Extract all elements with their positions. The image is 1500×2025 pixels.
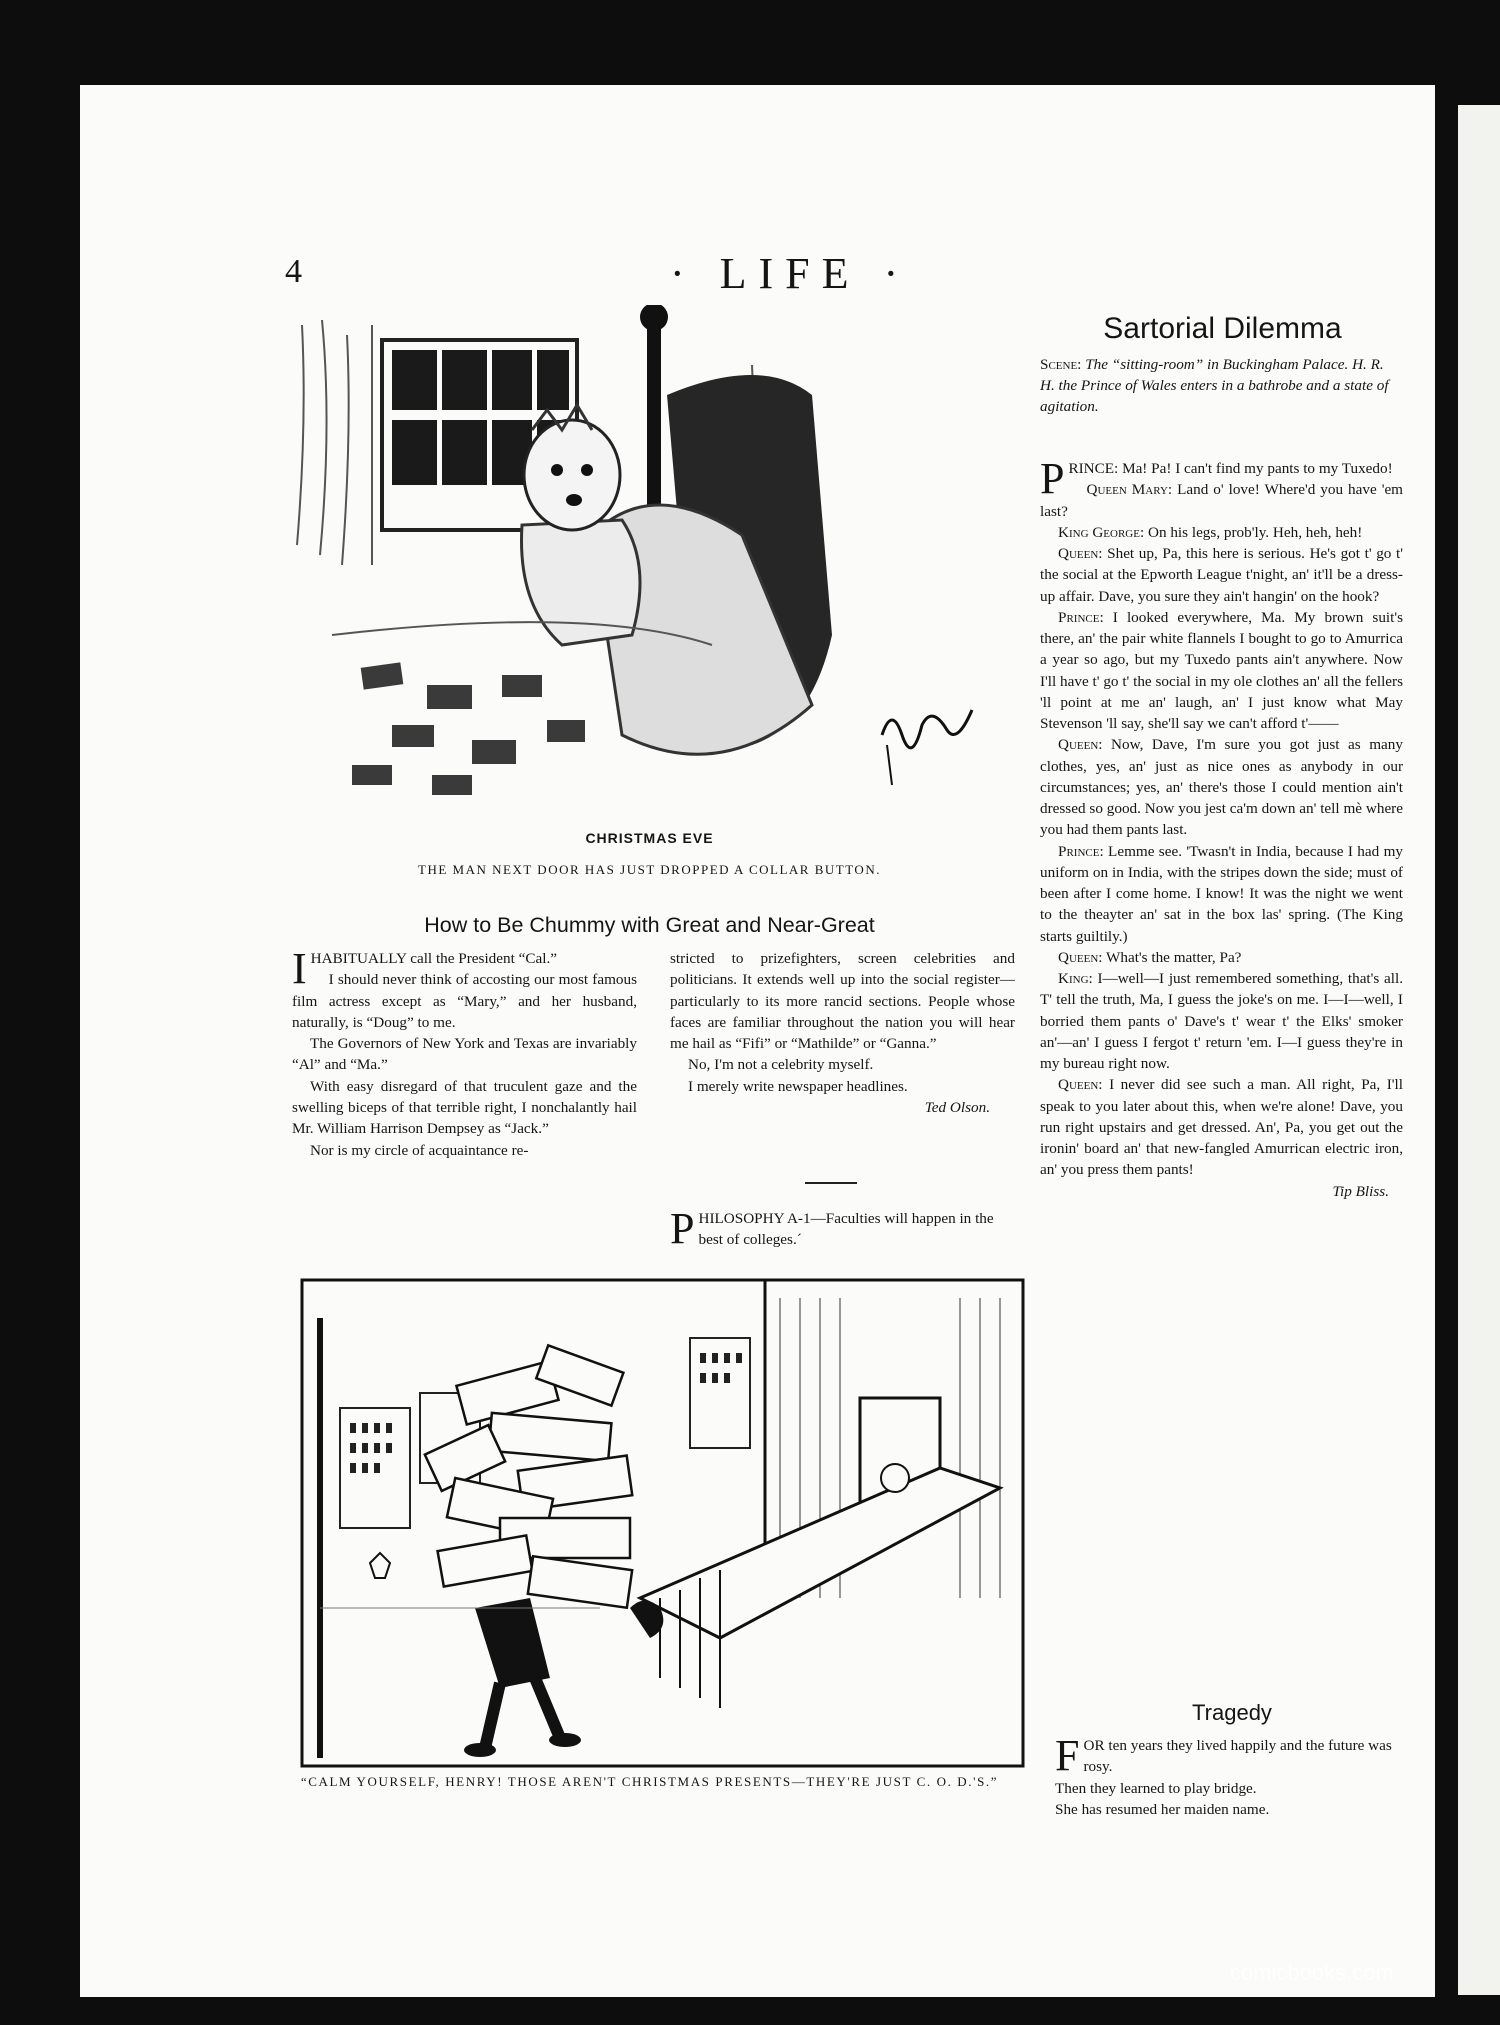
line-text: : On his legs, prob'ly. Heh, heh, heh! <box>1139 523 1363 541</box>
line-text: : I never did see such a man. All right, Pa, I'll speak to you later about this, when we're alone! Dave, you run right upstairs and get dressed. An', Pa, you get out the ironin' board an' that new-fangled Amurrican electric iron, an' you press them pants! <box>1040 1076 1403 1179</box>
article-title: How to Be Chummy with Great and Near-Great <box>424 913 875 937</box>
christmas-eve-illustration <box>292 305 1007 825</box>
line-text: : Now, Dave, I'm sure you got just as many clothes, yes, an' just as nice ones as anybody in our circumstances; yes, an' there's those I could mention ain't dressed so good. Now you jest ca'm down an' tell mè where you had them pants last. <box>1040 736 1403 839</box>
paragraph-text: OR ten years they lived happily and the future was rosy. <box>1083 1737 1392 1776</box>
dialogue-line <box>1040 607 1403 735</box>
speaker: Queen <box>1058 545 1099 562</box>
drop-cap: F <box>1055 1731 1080 1780</box>
article-column-2 <box>670 948 1015 1118</box>
divider-rule <box>805 1182 857 1184</box>
line-text: : I—well—I just remembered something, that's all. T' tell the truth, Ma, I guess the joke's on me. I—I—well, I borried them pants o' Dave's t' wear t' the Elks' smoker an'—an' I guess I fergot t' return 'em. I—I guess they're in my bureau right now. <box>1040 970 1403 1072</box>
dialogue-line <box>1040 734 1403 840</box>
speaker: RINCE <box>1068 460 1115 477</box>
scene-label: Scene <box>1040 356 1078 373</box>
speaker: Queen <box>1058 948 1099 966</box>
speaker: Queen <box>1058 1076 1099 1094</box>
paragraph: She has resumed her maiden name. <box>1055 1800 1270 1818</box>
paragraph <box>1055 1731 1410 1780</box>
scene-direction: Scene: The “sitting-room” in Buckingham Palace. H. R. H. the Prince of Wales enters in a bathrobe and a state of agitation. <box>1040 356 1389 415</box>
tragedy-text <box>1055 1731 1410 1820</box>
paragraph: No, I'm not a celebrity myself. <box>688 1056 874 1074</box>
author-signature: Tip Bliss. <box>1332 1182 1389 1200</box>
paragraph: Nor is my circle of acquaintance re- <box>310 1141 529 1159</box>
drop-cap: P <box>1040 454 1065 503</box>
paragraph: Then they learned to play bridge. <box>1055 1779 1257 1797</box>
dialogue-line <box>1040 1074 1403 1180</box>
paragraph-text: HABITUALLY call the President “Cal.” <box>310 950 557 967</box>
dialogue-line <box>1040 947 1403 968</box>
dialogue-line <box>1040 968 1403 1074</box>
paragraph: stricted to prizefighters, screen celebrities and politicians. It extends well up into the social register—particularly to its more rancid sections. People whose faces are familiar throughout the nation you will hear me hail as “Fifi” or “Mathilde” or “Ganna.” <box>670 950 1015 1053</box>
speaker: Queen Mary <box>1086 481 1168 499</box>
cartoon-title: CHRISTMAS EVE <box>585 830 714 846</box>
dialogue-line <box>1040 543 1403 607</box>
cod-parcels-illustration <box>300 1278 1025 1768</box>
paragraph: With easy disregard of that truculent gaze and the swelling biceps of that terrible right, I nonchalantly hail Mr. William Harrison Dempsey as “Jack.” <box>292 1077 637 1138</box>
line-text: : Land o' love! Where'd you have 'em last? <box>1040 481 1403 520</box>
speaker: Prince <box>1058 842 1100 860</box>
paragraph: I should never think of accosting our most famous film actress except as “Mary,” and her husband, naturally, is “Doug” to me. <box>292 971 637 1031</box>
sartorial-dialogue <box>1040 454 1403 1202</box>
sartorial-title: Sartorial Dilemma <box>1103 312 1342 345</box>
article-column-1 <box>292 944 637 1161</box>
masthead: · LIFE · <box>670 249 911 298</box>
scene-text: The “sitting-room” in Buckingham Palace. H. R. H. the Prince of Wales enters in a bathrobe and a state of agitation. <box>1040 356 1389 415</box>
watermark: comicbooks.com <box>1230 1960 1394 1985</box>
line-text: : Lemme see. 'Twasn't in India, because I had my uniform on in India, with the stripes down the side; must of been after I come home. I know! It was the night we went to the theayter an' sat in the box las' spring. (The King starts guiltily.) <box>1040 842 1403 945</box>
paragraph: The Governors of New York and Texas are invariably “Al” and “Ma.” <box>292 1035 637 1074</box>
author-signature: Ted Olson. <box>924 1099 990 1117</box>
page-number: 4 <box>285 253 302 290</box>
dialogue-line <box>1040 479 1403 522</box>
line-text: : Ma! Pa! I can't find my pants to my Tuxedo! <box>1114 460 1393 477</box>
speaker: Prince <box>1058 608 1100 626</box>
paragraph <box>292 944 637 993</box>
drop-cap: P <box>670 1204 695 1253</box>
cartoon-caption: “CALM YOURSELF, HENRY! THOSE AREN'T CHRISTMAS PRESENTS—THEY'RE JUST C. O. D.'S.” <box>300 1774 999 1789</box>
speaker: King <box>1058 970 1089 987</box>
tragedy-title: Tragedy <box>1192 1700 1272 1725</box>
speaker: King George <box>1058 523 1140 541</box>
philosophy-text: HILOSOPHY A-1—Faculties will happen in the best of colleges.´ <box>698 1210 994 1249</box>
dialogue-line <box>1040 841 1403 947</box>
cartoon-caption: THE MAN NEXT DOOR HAS JUST DROPPED A COLLAR BUTTON. <box>418 862 881 877</box>
philosophy-item <box>670 1204 1015 1253</box>
line-text: : Shet up, Pa, this here is serious. He's got t' go t' the social at the Epworth League t'night, an' it'll be a dress-up affair. Dave, you sure they ain't hangin' on the hook? <box>1040 545 1403 605</box>
next-page-edge <box>1458 105 1500 1995</box>
paragraph: I merely write newspaper headlines. <box>688 1077 908 1095</box>
speaker: Queen <box>1058 736 1099 754</box>
dialogue-line <box>1040 522 1403 543</box>
drop-cap: I <box>292 944 307 993</box>
line-text: : What's the matter, Pa? <box>1098 948 1242 966</box>
line-text: : I looked everywhere, Ma. My brown suit's there, an' the pair white flannels I bought to go to Amurrica a year so ago, but my Tuxedo pants ain't anywhere. Now I'll have t' go t' the social in my ole clothes an' all the fellers 'll point at me an' laugh, an' I just know what May Stevenson 'll say, she'll say we can't afford t'—— <box>1040 608 1403 732</box>
